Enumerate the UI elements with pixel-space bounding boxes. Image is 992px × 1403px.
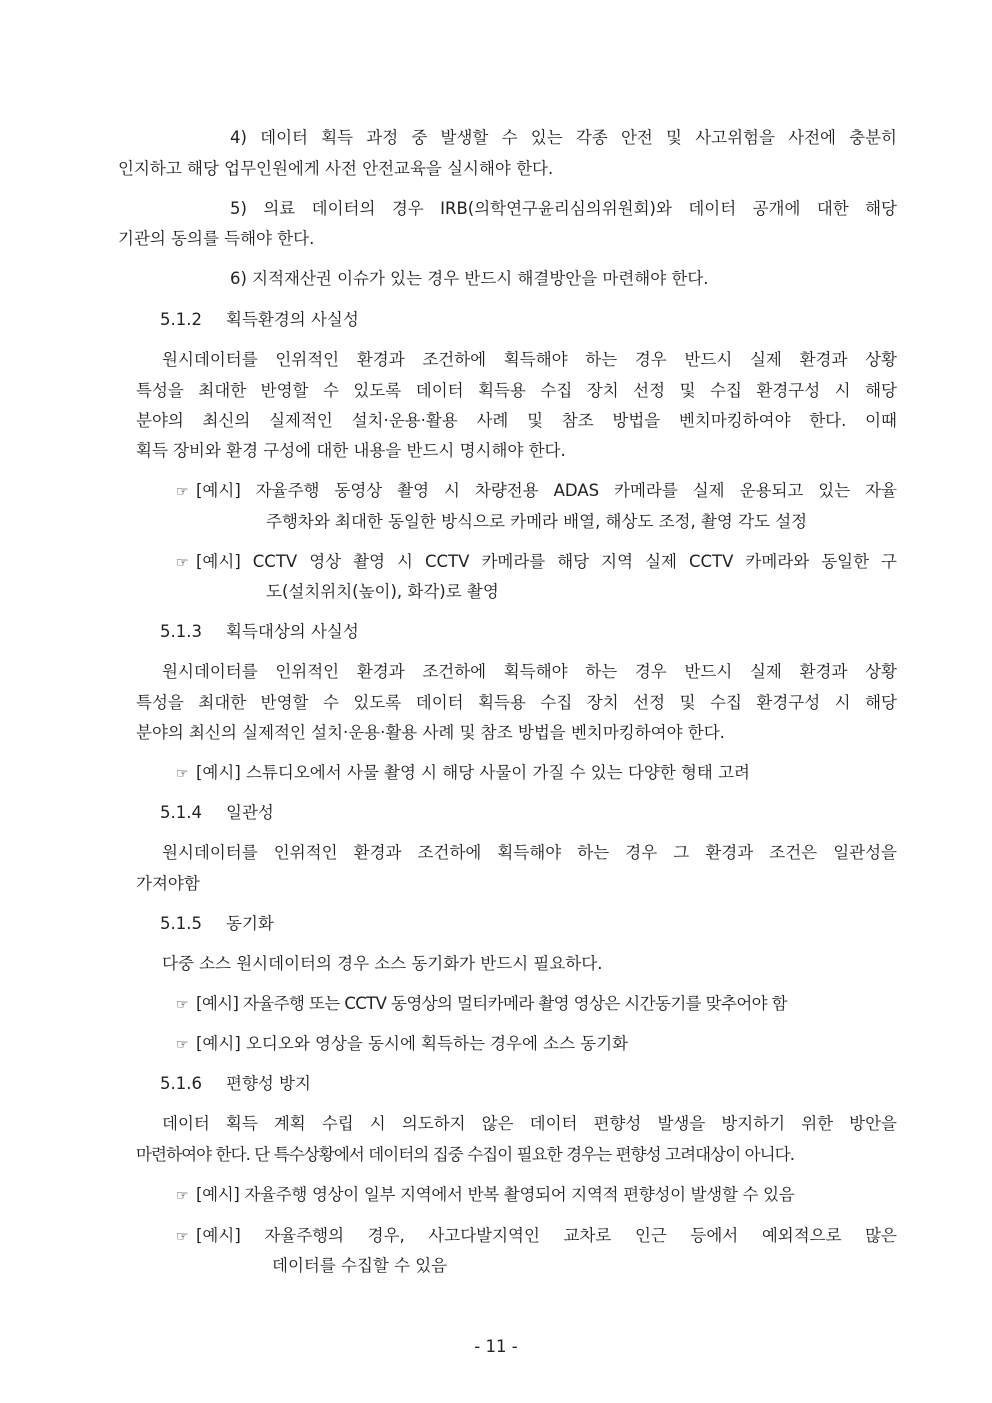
paragraph-5-1-3-line-3: 분야의 최신의 실제적인 설치·운용·활용 사례 및 참조 방법을 벤치마킹하여야 한다.: [136, 723, 725, 742]
section-heading-5-1-2: [160, 309, 359, 331]
pointing-hand-icon: ☞: [176, 1188, 189, 1204]
paragraph-5-1-3-line-1: 원시데이터를 인위적인 환경과 조건하에 획득해야 하는 경우 반드시 실제 환경과 상황: [162, 662, 897, 681]
example-5-1-6-b-line-2: 데이터를 수집할 수 있음: [272, 1256, 448, 1275]
pointing-hand-icon: ☞: [176, 997, 188, 1013]
paragraph-5-1-6-line-1: 데이터 획득 계획 수립 시 의도하지 않은 데이터 편향성 발생을 방지하기 위한 방안을: [162, 1114, 897, 1133]
paragraph-5-1-5-line-1: 다중 소스 원시데이터의 경우 소스 동기화가 반드시 필요하다.: [162, 954, 603, 973]
paragraph-5-1-6-line-2: 마련하여야 한다. 단 특수상황에서 데이터의 집중 수집이 필요한 경우는 편향성 고려대상이 아니다.: [136, 1145, 795, 1164]
example-text: [예시] 자율주행 동영상 촬영 시 차량전용 ADAS 카메라를 실제 운용되고 있는 자율: [196, 481, 897, 500]
section-title: 편향성 방지: [226, 1074, 311, 1093]
example-text: [예시] 스튜디오에서 사물 촬영 시 해당 사물이 가질 수 있는 다양한 형태 고려: [196, 763, 750, 782]
section-heading-5-1-5: [160, 913, 274, 935]
example-text: [예시] CCTV 영상 촬영 시 CCTV 카메라를 해당 지역 실제 CCTV 카메라와 동일한 구: [196, 552, 897, 571]
example-text: [예시] 자율주행의 경우, 사고다발지역인 교차로 인근 등에서 예외적으로 많은: [196, 1226, 897, 1245]
example-text: [예시] 자율주행 영상이 일부 지역에서 반복 촬영되어 지역적 편향성이 발생할 수 있음: [196, 1185, 795, 1204]
example-5-1-2-a-line-2: 주행차와 최대한 동일한 방식으로 카메라 배열, 해상도 조정, 촬영 각도 설정: [266, 512, 808, 531]
example-5-1-3-line-1: [176, 762, 750, 785]
section-number: 5.1.2: [160, 310, 202, 329]
section-heading-5-1-6: [160, 1073, 311, 1095]
paragraph-5-1-4-line-2: 가져야함: [136, 874, 200, 893]
item-4-line-1: 4) 데이터 획득 과정 중 발생할 수 있는 각종 안전 및 사고위험을 사전에 충분히: [230, 128, 897, 147]
item-4-line-2: 인지하고 해당 업무인원에게 사전 안전교육을 실시해야 한다.: [118, 159, 554, 178]
pointing-hand-icon: ☞: [176, 1229, 189, 1245]
section-title: 획득환경의 사실성: [226, 310, 359, 329]
pointing-hand-icon: ☞: [176, 1037, 189, 1053]
example-text: [예시] 자율주행 또는 CCTV 동영상의 멀티카메라 촬영 영상은 시간동기를 맞추어야 함: [196, 994, 787, 1013]
pointing-hand-icon: ☞: [176, 766, 189, 782]
section-title: 획득대상의 사실성: [226, 622, 359, 641]
item-6-line-1: 6) 지적재산권 이슈가 있는 경우 반드시 해결방안을 마련해야 한다.: [230, 269, 709, 288]
section-number: 5.1.3: [160, 622, 202, 641]
example-5-1-2-b-line-1: [176, 551, 897, 574]
section-number: 5.1.6: [160, 1074, 202, 1093]
paragraph-5-1-2-line-3: 분야의 최신의 실제적인 설치·운용·활용 사례 및 참조 방법을 벤치마킹하여야 한다. 이때: [136, 411, 897, 430]
paragraph-5-1-2-line-1: 원시데이터를 인위적인 환경과 조건하에 획득해야 하는 경우 반드시 실제 환경과 상황: [162, 350, 897, 369]
example-5-1-5-b-line-1: [176, 1033, 628, 1056]
item-5-line-1: 5) 의료 데이터의 경우 IRB(의학연구윤리심의위원회)와 데이터 공개에 대한 해당: [230, 199, 897, 218]
paragraph-5-1-2-line-4: 획득 장비와 환경 구성에 대한 내용을 반드시 명시해야 한다.: [136, 441, 566, 460]
section-number: 5.1.4: [160, 803, 202, 822]
example-5-1-6-a-line-1: [176, 1184, 794, 1207]
example-5-1-2-a-line-1: [176, 480, 897, 503]
example-5-1-6-b-line-1: [176, 1225, 897, 1248]
item-5-line-2: 기관의 동의를 득해야 한다.: [118, 229, 315, 248]
pointing-hand-icon: ☞: [176, 484, 189, 500]
section-number: 5.1.5: [160, 914, 202, 933]
section-heading-5-1-4: [160, 802, 274, 824]
example-5-1-5-a-line-1: [176, 993, 787, 1016]
paragraph-5-1-2-line-2: 특성을 최대한 반영할 수 있도록 데이터 획득용 수집 장치 선정 및 수집 환경구성 시 해당: [136, 381, 897, 400]
example-text: [예시] 오디오와 영상을 동시에 획득하는 경우에 소스 동기화: [196, 1034, 629, 1053]
paragraph-5-1-4-line-1: 원시데이터를 인위적인 환경과 조건하에 획득해야 하는 경우 그 환경과 조건은 일관성을: [162, 843, 897, 862]
section-heading-5-1-3: [160, 621, 359, 643]
paragraph-5-1-3-line-2: 특성을 최대한 반영할 수 있도록 데이터 획득용 수집 장치 선정 및 수집 환경구성 시 해당: [136, 693, 897, 712]
section-title: 동기화: [226, 914, 274, 933]
example-5-1-2-b-line-2: 도(설치위치(높이), 화각)로 촬영: [266, 582, 499, 601]
section-title: 일관성: [226, 803, 274, 822]
pointing-hand-icon: ☞: [176, 555, 189, 571]
page-number: - 11 -: [474, 1337, 518, 1356]
